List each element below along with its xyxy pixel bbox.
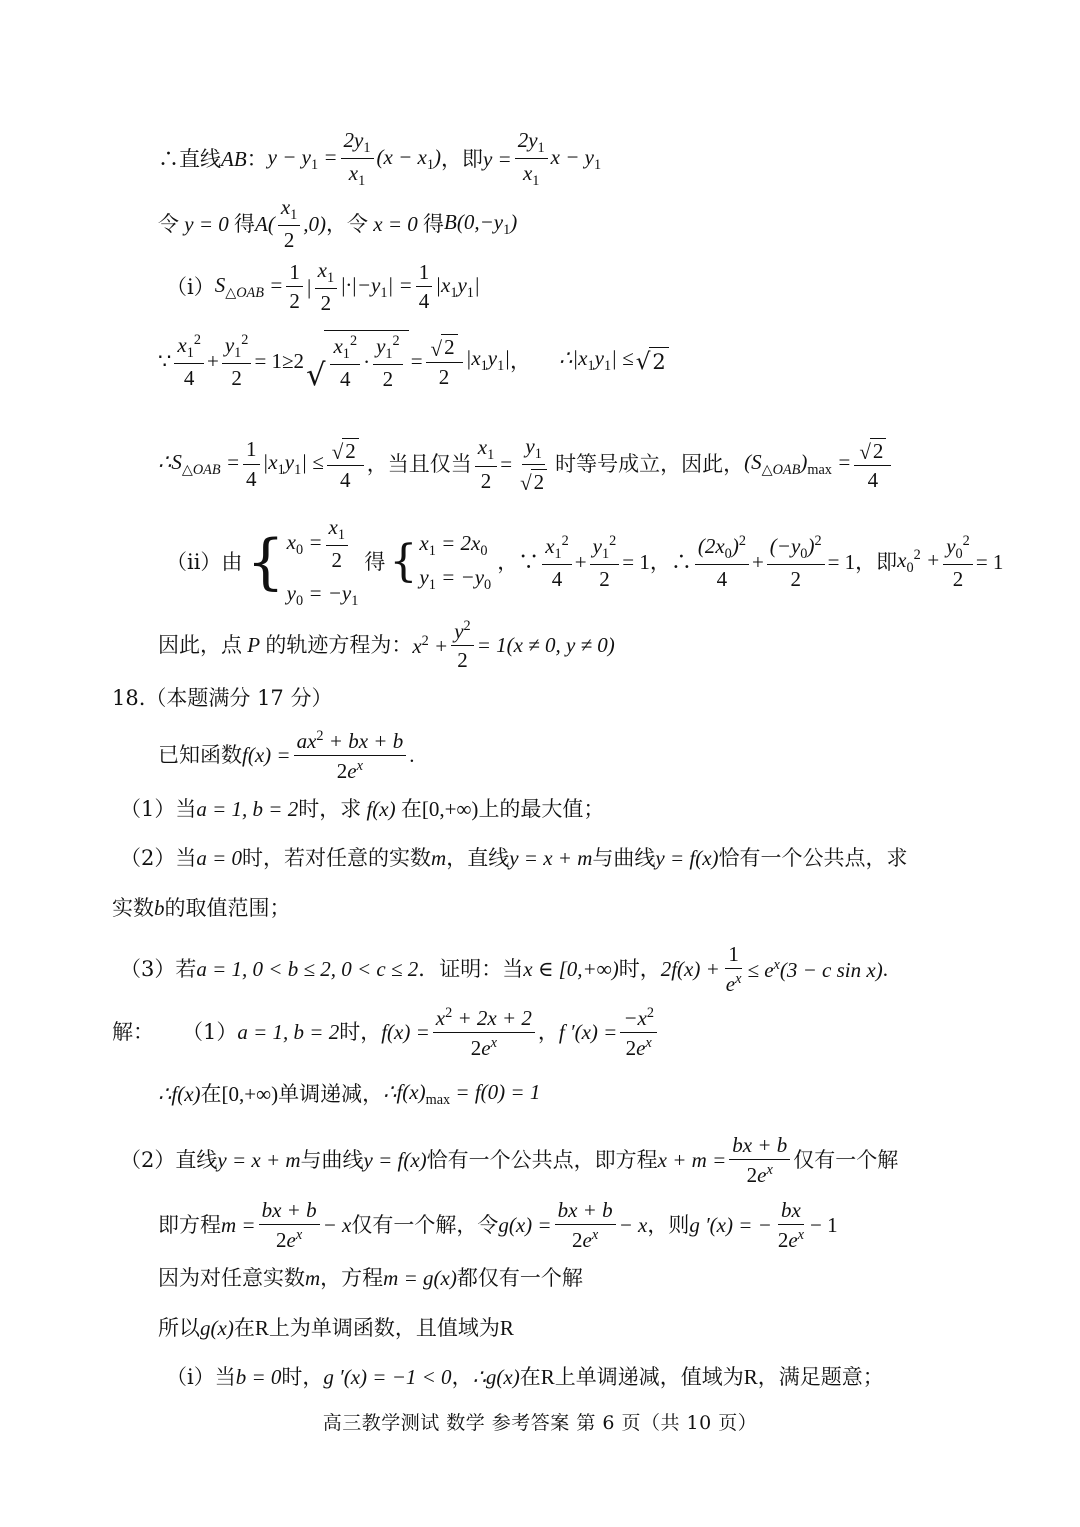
amgm-inequality: ∵ $x_1^2$ 4 + $\frac{y_1^2}{2}$ = 1≥2 √ $x_1^2$ 4 · $y_1^2$ 2 = √ 2 2 $|x_1y_1|$ ， $\therefore|x_1y_1|$ ≤ √ 2	[158, 330, 671, 391]
question-part-2-cont: 实数 b 的取值范围；	[112, 896, 291, 920]
question-part-1: （1）当 a = 1, b = 2 时，求 f(x) 在 [0,+∞) 上的最大值；	[120, 797, 605, 821]
solution-part-2-line4: 所以 g(x) 在 R 上为单调函数，且值域为 R	[158, 1316, 514, 1340]
solution-part-2-line2: 即方程 m = $\frac{bx + b}{2e^x}$ − x 仅有一个解，令 g(x) = $\frac{bx + b}{2e^x}$ − x ，则 g ′(x) = − $\frac{bx}{2e^x}$ − 1	[158, 1198, 838, 1252]
question-18-heading: 18.（本题满分 17 分）	[112, 686, 333, 710]
locus-equation: 因此，点 P 的轨迹方程为： $x^2$ + $\frac{y^2}{2}$ = 1(x ≠ 0, y ≠ 0)	[158, 618, 615, 672]
intercepts-line: 令 y = 0 得 A( $x_1$ 2 ,0) ， 令 x = 0 得 $B(0,-y_1)$	[158, 195, 518, 253]
area-formula: （i） $S_{\triangle OAB}$ = $\frac{1}{2}$ | $x_1$ 2 $|\cdot|-y_1|$ = $\frac{1}{4}$ $|x_1y_1|$	[166, 258, 480, 316]
solution-part-2-line1: （2）直线 y = x + m 与曲线 y = f(x) 恰有一个公共点，即方程 x + m = $\frac{bx + b}{2e^x}$ 仅有一个解	[120, 1133, 899, 1187]
solution-part-2-case-i: （i）当 b = 0 时， g ′(x) = −1 < 0 ， ∴g(x) 在 R 上单调递减，值域为 R ，满足题意；	[166, 1365, 884, 1389]
given-function: 已知函数 f(x) = $\frac{ax^2 + bx + b}{2e^x}$ .	[158, 728, 415, 783]
page-footer: 高三教学测试 数学 参考答案 第 6 页（共 10 页）	[322, 1412, 758, 1434]
solution-part-1-max: ∴f(x) 在 [0,+∞) 单调递减， $\therefore f(x)_{max} = f(0) = 1$	[158, 1080, 541, 1108]
question-part-2: （2）当 a = 0 时，若对任意的实数 m ，直线 y = x + m 与曲线 y = f(x) 恰有一个公共点，求	[120, 846, 908, 870]
solution-part-2-line3: 因为对任意实数 m ，方程 m = g(x) 都仅有一个解	[158, 1266, 583, 1290]
solution-part-1: 解： （1） a = 1, b = 2 时， f(x) = $\frac{x^2 + 2x + 2}{2e^x}$ ， f ′(x) = $\frac{-x^2}{2e^x}$	[112, 1005, 660, 1060]
max-area-line: $\therefore S_{\triangle OAB}$ = $\frac{1}{4}$ $|x_1y_1|$ ≤ √ 2 4 ，当且仅当 $\frac{x_1}{2}$ = $y_1$ √ 2 时等号成立，因此， $(S_{\triangle OAB})_{max}$ = √ 2 4	[158, 434, 894, 494]
line-ab-equation: ∴直线 AB ： $y - y_1$ = $\frac{2y_1}{x_1}$ $(x - x_1)$ ，即 y = $\frac{2y_1}{x_1}$ $x - y_1$	[158, 128, 602, 190]
question-part-3: （3）若 a = 1, 0 < b ≤ 2, 0 < c ≤ 2 ．证明：当 x ∈ [0,+∞) 时， 2f(x) + $\frac{1}{e^x}$ ≤ $e^x(3 - c$ sin x) .	[120, 942, 888, 996]
part-ii-derivation: （ii）由 { $x_0$ = $\frac{x_1}{2}$ $y_0 = -y_1$ 得 { $x_1 = 2x_0$ $y_1 = -y_0$ ，∵ $x_1^2$ 4 + $\frac{y_1^2}{2}$ = 1，∴ $(2x_0)^2$ 4 + $\frac{(-y_0)^2}{2}$ = 1，即 $x_0^2$ + $\frac{y_0^2}{2}$ = 1	[166, 515, 1004, 609]
